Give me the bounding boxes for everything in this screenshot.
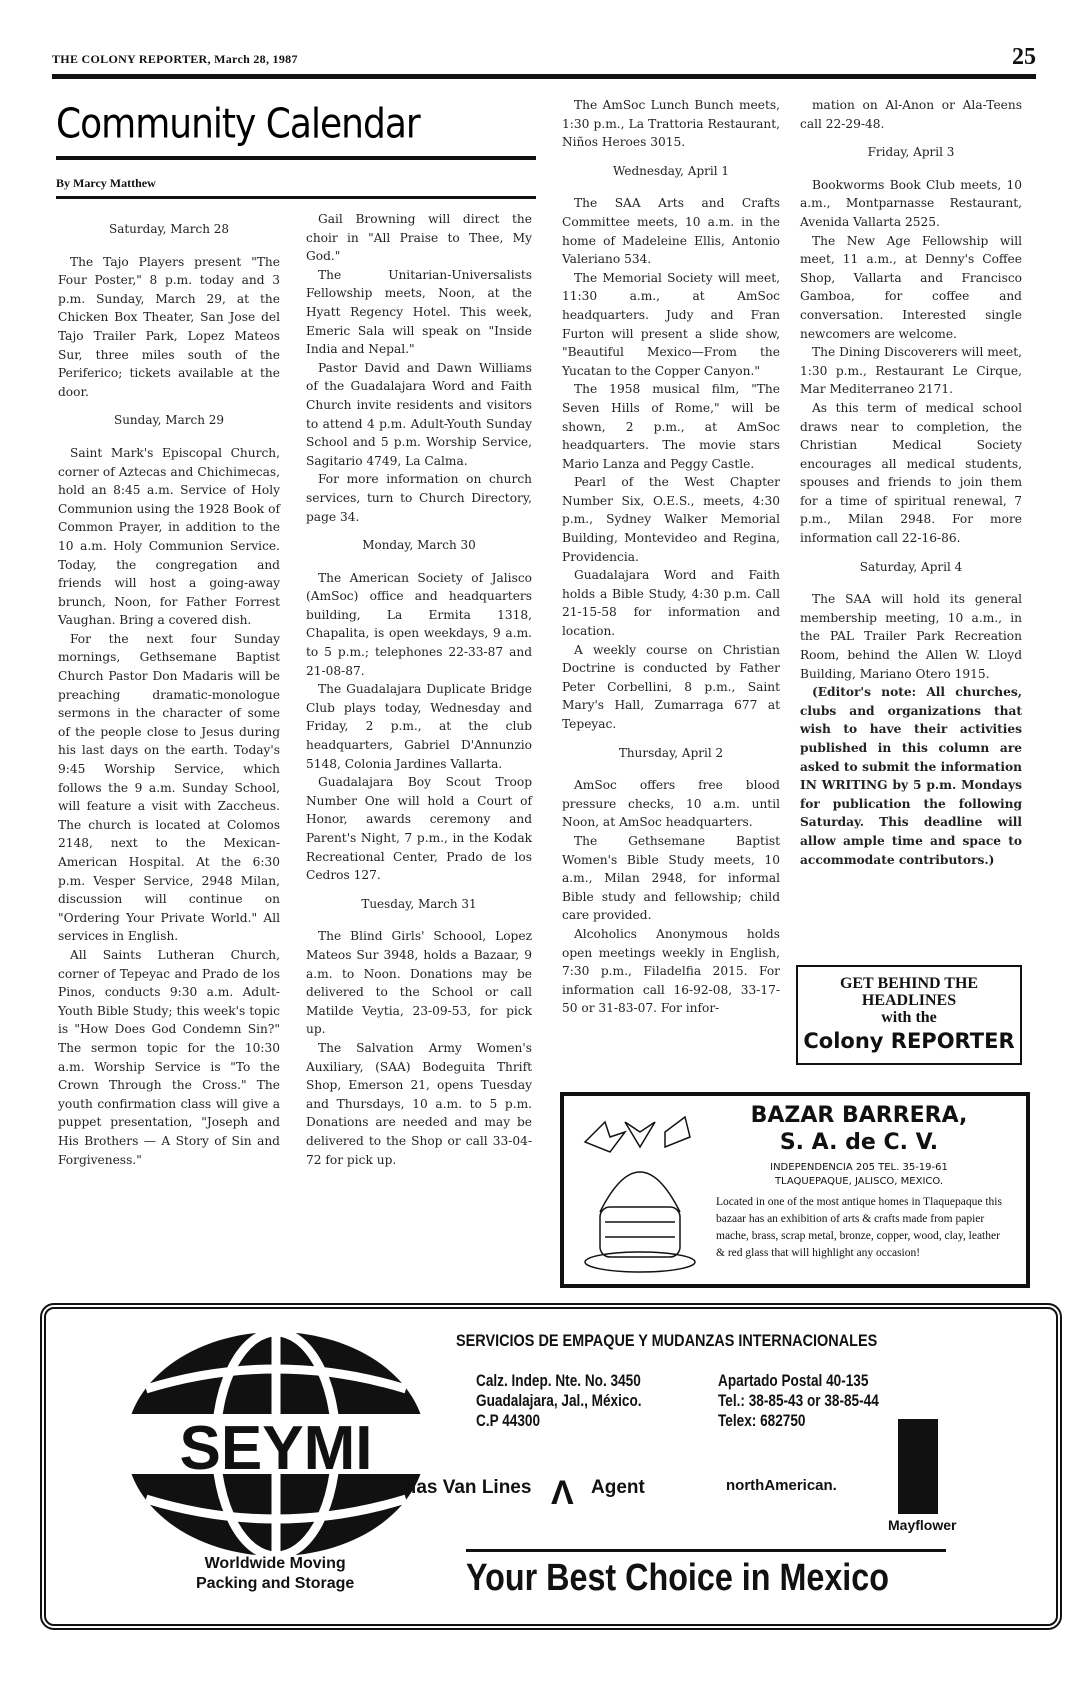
calendar-entry: The 1958 musical film, "The Seven Hills of Rome," will be shown, 2 p.m., at AmSoc headquarters. The movie stars Mario Lanza and Peggy Castle.: [562, 382, 780, 471]
calendar-entry: The SAA Arts and Crafts Committee meets, 10 a.m. in the home of Madeleine Ellis, Antonio Valeriano 534.: [562, 196, 780, 267]
calendar-entry: Saint Mark's Episcopal Church, corner of Aztecas and Chichimecas, hold an 8:45 a.m. Service of Holy Communion using the 1928 Book of Common Prayer, in addition to the 10 a.m. Holy Communion Service. Today, the congregation and friends will host a going-away brunch, Noon, for Father Forrest Vaughan. Bring a covered dish.: [58, 445, 280, 628]
calendar-entry: The Dining Discoverers will meet, 1:30 p.m., Restaurant Le Cirque, Mar Mediterraneo 2171.: [800, 345, 1022, 397]
calendar-entry: mation on Al-Anon or Ala-Teens call 22-29-48.: [800, 98, 1022, 131]
doves-basket-illustration: [570, 1102, 710, 1282]
date-heading: Monday, March 30: [362, 538, 476, 553]
date-heading: Wednesday, April 1: [613, 163, 729, 178]
seymi-logo-text: SEYMI: [179, 1414, 373, 1483]
bazar-description: Located in one of the most antique homes in Tlaquepaque this bazaar has an exhibition of arts & crafts made from papier mache, brass, scrap metal, bronze, copper, wood, clay, leather & red glass that will highlight any occasion!: [716, 1196, 1002, 1259]
seymi-ad: [40, 1303, 1062, 1630]
calendar-entry: Pearl of the West Chapter Number Six, O.E.S., meets, 4:30 p.m., Sydney Walker Memorial Building, Montevideo and Regina, Providencia.: [562, 475, 780, 564]
calendar-entry: Gail Browning will direct the choir in "All Praise to Thee, My God.": [306, 212, 532, 264]
calendar-entry: Guadalajara Boy Scout Troop Number One will hold a Court of Honor, awards ceremony and Parent's Night, 7 p.m., in the Kodak Recreational Center, Prado de los Cedros 127.: [306, 775, 532, 883]
north-american-logo: northAmerican.: [726, 1477, 837, 1494]
mayflower-logo: Mayflower: [888, 1517, 957, 1533]
bazar-name: BAZAR BARRERA,: [750, 1103, 968, 1128]
tagline: Worldwide Moving: [204, 1555, 346, 1572]
byline: By Marcy Matthew: [56, 176, 156, 190]
column-3: [562, 96, 780, 1018]
column-4: [800, 96, 1022, 869]
calendar-entry: As this term of medical school draws near to completion, the Christian Medical Society encourages all medical students, spouses and friends to join them for a time of spiritual renewal, 7 p.m., Milan 2948. For more information call 22-16-86.: [800, 400, 1022, 546]
calendar-entry: The New Age Fellowship will meet, 11 a.m., at Denny's Coffee Shop, Vallarta and Francisco Gamboa, for coffee and conversation. Interested single newcomers are welcome.: [800, 233, 1022, 341]
calendar-entry: (Editor's note: All churches, clubs and organizations that wish to have their activities published in this column are asked to submit the information IN WRITING by 5 p.m. Mondays for publication the following Saturday. This deadline will allow ample time and space to accommodate contributors.): [800, 685, 1022, 867]
atlas-van-lines-logo: Atlas Van Lines: [391, 1477, 532, 1498]
date-heading: Friday, April 3: [867, 145, 955, 160]
calendar-entry: Bookworms Book Club meets, 10 a.m., Montparnasse Restaurant, Avenida Vallarta 2525.: [800, 177, 1022, 229]
date-heading: Thursday, April 2: [618, 745, 724, 760]
bazar-name-suffix: S. A. de C. V.: [779, 1130, 939, 1155]
page-number: 25: [1012, 44, 1036, 70]
address-line: Calz. Indep. Nte. No. 3450: [476, 1371, 641, 1390]
calendar-entry: Alcoholics Anonymous holds open meetings weekly in English, 7:30 p.m., Filadelfia 2015. For information call 16-92-08, 33-17-50 or 31-83-07. For infor-: [562, 926, 780, 1016]
address-line: Guadalajara, Jal., México.: [476, 1391, 642, 1410]
date-heading: Saturday, March 28: [108, 222, 230, 236]
bazar-barrera-ad: [560, 1092, 1030, 1288]
calendar-entry: All Saints Lutheran Church, corner of Tepeyac and Prado de los Pinos, conducts 9:30 a.m. Adult-Youth Bible Study; this week's topic is "How Does God Condemn Sin?" The sermon topic for the 10:30 a.m. Worship Service is "To the Crown Through the Cross." The youth confirmation class will give a puppet presentation, "Joseph and His Brothers — A Story of Sin and Forgiveness.": [58, 947, 280, 1167]
contact-line: Telex: 682750: [718, 1411, 806, 1430]
calendar-entry: The AmSoc Lunch Bunch meets, 1:30 p.m., La Trattoria Restaurant, Niños Heroes 3015.: [562, 98, 780, 150]
globe-logo-icon: [106, 1329, 446, 1559]
promo-line: GET BEHIND THE: [839, 975, 979, 992]
divider: [56, 156, 536, 160]
date-heading: Saturday, April 4: [859, 559, 963, 574]
tagline: Packing and Storage: [196, 1575, 355, 1592]
column-2: [306, 210, 532, 1169]
address-line: C.P 44300: [476, 1411, 541, 1430]
calendar-entry: The SAA will hold its general membership meeting, 10 a.m., in the PAL Trailer Park Recreation Room, behind the Allen W. Lloyd Building, Mariano Otero 1915.: [800, 592, 1022, 681]
seymi-heading: SERVICIOS DE EMPAQUE Y MUDANZAS INTERNACIONALES: [456, 1331, 878, 1350]
calendar-entry: The American Society of Jalisco (AmSoc) office and headquarters building, La Ermita 1318, Chapalita, is open weekdays, 9 a.m. to 5 p.m.; telephones 22-33-87 and 21-08-87.: [306, 570, 532, 678]
calendar-entry: The Tajo Players present "The Four Poster," 8 p.m. today and 3 p.m. Sunday, March 29, at the Chicken Box Theater, San Jose del Tajo Trailer Park, Lopez Mateos Sur, three miles south of the Periferico; tickets available at the door.: [58, 254, 280, 399]
masthead-title: THE COLONY REPORTER, March 28, 1987: [52, 52, 298, 66]
calendar-entry: The Gethsemane Baptist Women's Bible Study meets, 10 a.m., Milan 2948, for informal Bible study and fellowship; child care provided.: [562, 833, 780, 923]
slogan: Your Best Choice in Mexico: [466, 1557, 889, 1599]
promo-line: HEADLINES: [861, 992, 957, 1009]
contact-line: Apartado Postal 40-135: [718, 1371, 869, 1390]
contact-line: Tel.: 38-85-43 or 38-85-44: [718, 1391, 879, 1410]
calendar-entry: The Blind Girls' Schoool, Lopez Mateos Sur 3948, holds a Bazaar, 9 a.m. to Noon. Donations may be delivered to the School or call Matilde Veytia, 23-09-53, for pick up.: [306, 929, 532, 1037]
calendar-entry: For more information on church services, turn to Church Directory, page 34.: [306, 472, 532, 524]
masthead: [52, 44, 1036, 79]
calendar-entry: The Guadalajara Duplicate Bridge Club plays today, Wednesday and Friday, 2 p.m., at the club headquarters, Gabriel D'Annunzio 5148, Colonia Jardines Vallarta.: [306, 682, 532, 771]
promo-line: with the: [881, 1009, 937, 1026]
bazar-address: INDEPENDENCIA 205 TEL. 35-19-61: [770, 1162, 948, 1173]
divider: [466, 1549, 946, 1552]
column-1: [58, 210, 280, 1169]
atlas-a-icon: Λ: [551, 1474, 574, 1512]
calendar-entry: The Salvation Army Women's Auxiliary, (SAA) Bodeguita Thrift Shop, Emerson 21, opens Tuesday and Thursdays, 10 a.m. to 5 p.m. Donations are needed and may be delivered to the Shop or call 33-04-72 for pick up.: [306, 1040, 532, 1167]
date-heading: Sunday, March 29: [113, 413, 225, 428]
calendar-entry: Pastor David and Dawn Williams of the Guadalajara Word and Faith Church invite residents and visitors to attend 4 p.m. Adult-Youth Sunday School and 5 p.m. Worship Service, Sagitario 4749, La Calma.: [306, 360, 532, 468]
promo-brand: Colony REPORTER: [803, 1029, 1015, 1053]
calendar-entry: The Unitarian-Universalists Fellowship meets, Noon, at the Hyatt Regency Hotel. This week, Emeric Sala will speak on "Inside India and Nepal.": [306, 267, 532, 357]
promo-box: [796, 965, 1022, 1065]
calendar-entry: A weekly course on Christian Doctrine is conducted by Father Peter Corbellini, 8 p.m., Saint Mary's Hall, Zumarraga 677 at Tepeyac.: [562, 642, 780, 731]
calendar-entry: The Memorial Society will meet, 11:30 a.m., at AmSoc headquarters. Judy and Fran Furton will present a slide show, "Beautiful Mexico—From the Yucatan to the Copper Canyon.": [562, 270, 780, 378]
calendar-entry: For the next four Sunday mornings, Gethsemane Baptist Church Pastor Don Madaris will be preaching dramatic-monologue sermons in the character of some of the people close to Jesus during his last days on the earth. Today's 9:45 Worship Service, which follows the 9 a.m. Sunday School, will feature a visit with Zaccheus. The church is located at Colomos 2148, next to the Mexican-American Hospital. At the 6:30 p.m. Vesper Service, 2948 Milan, discussion will continue on "Ordering Your Private World." All services in English.: [58, 631, 280, 944]
bazar-city: TLAQUEPAQUE, JALISCO, MEXICO.: [774, 1176, 944, 1187]
calendar-entry: AmSoc offers free blood pressure checks, 10 a.m. until Noon, at AmSoc headquarters.: [562, 778, 780, 830]
mayflower-ship-icon: [898, 1419, 938, 1514]
section-title: Community Calendar: [56, 100, 420, 149]
agent-label: Agent: [591, 1477, 645, 1498]
divider: [56, 196, 536, 199]
calendar-entry: Guadalajara Word and Faith holds a Bible Study, 4:30 p.m. Call 21-15-58 for information and location.: [562, 568, 780, 639]
date-heading: Tuesday, March 31: [361, 896, 477, 911]
